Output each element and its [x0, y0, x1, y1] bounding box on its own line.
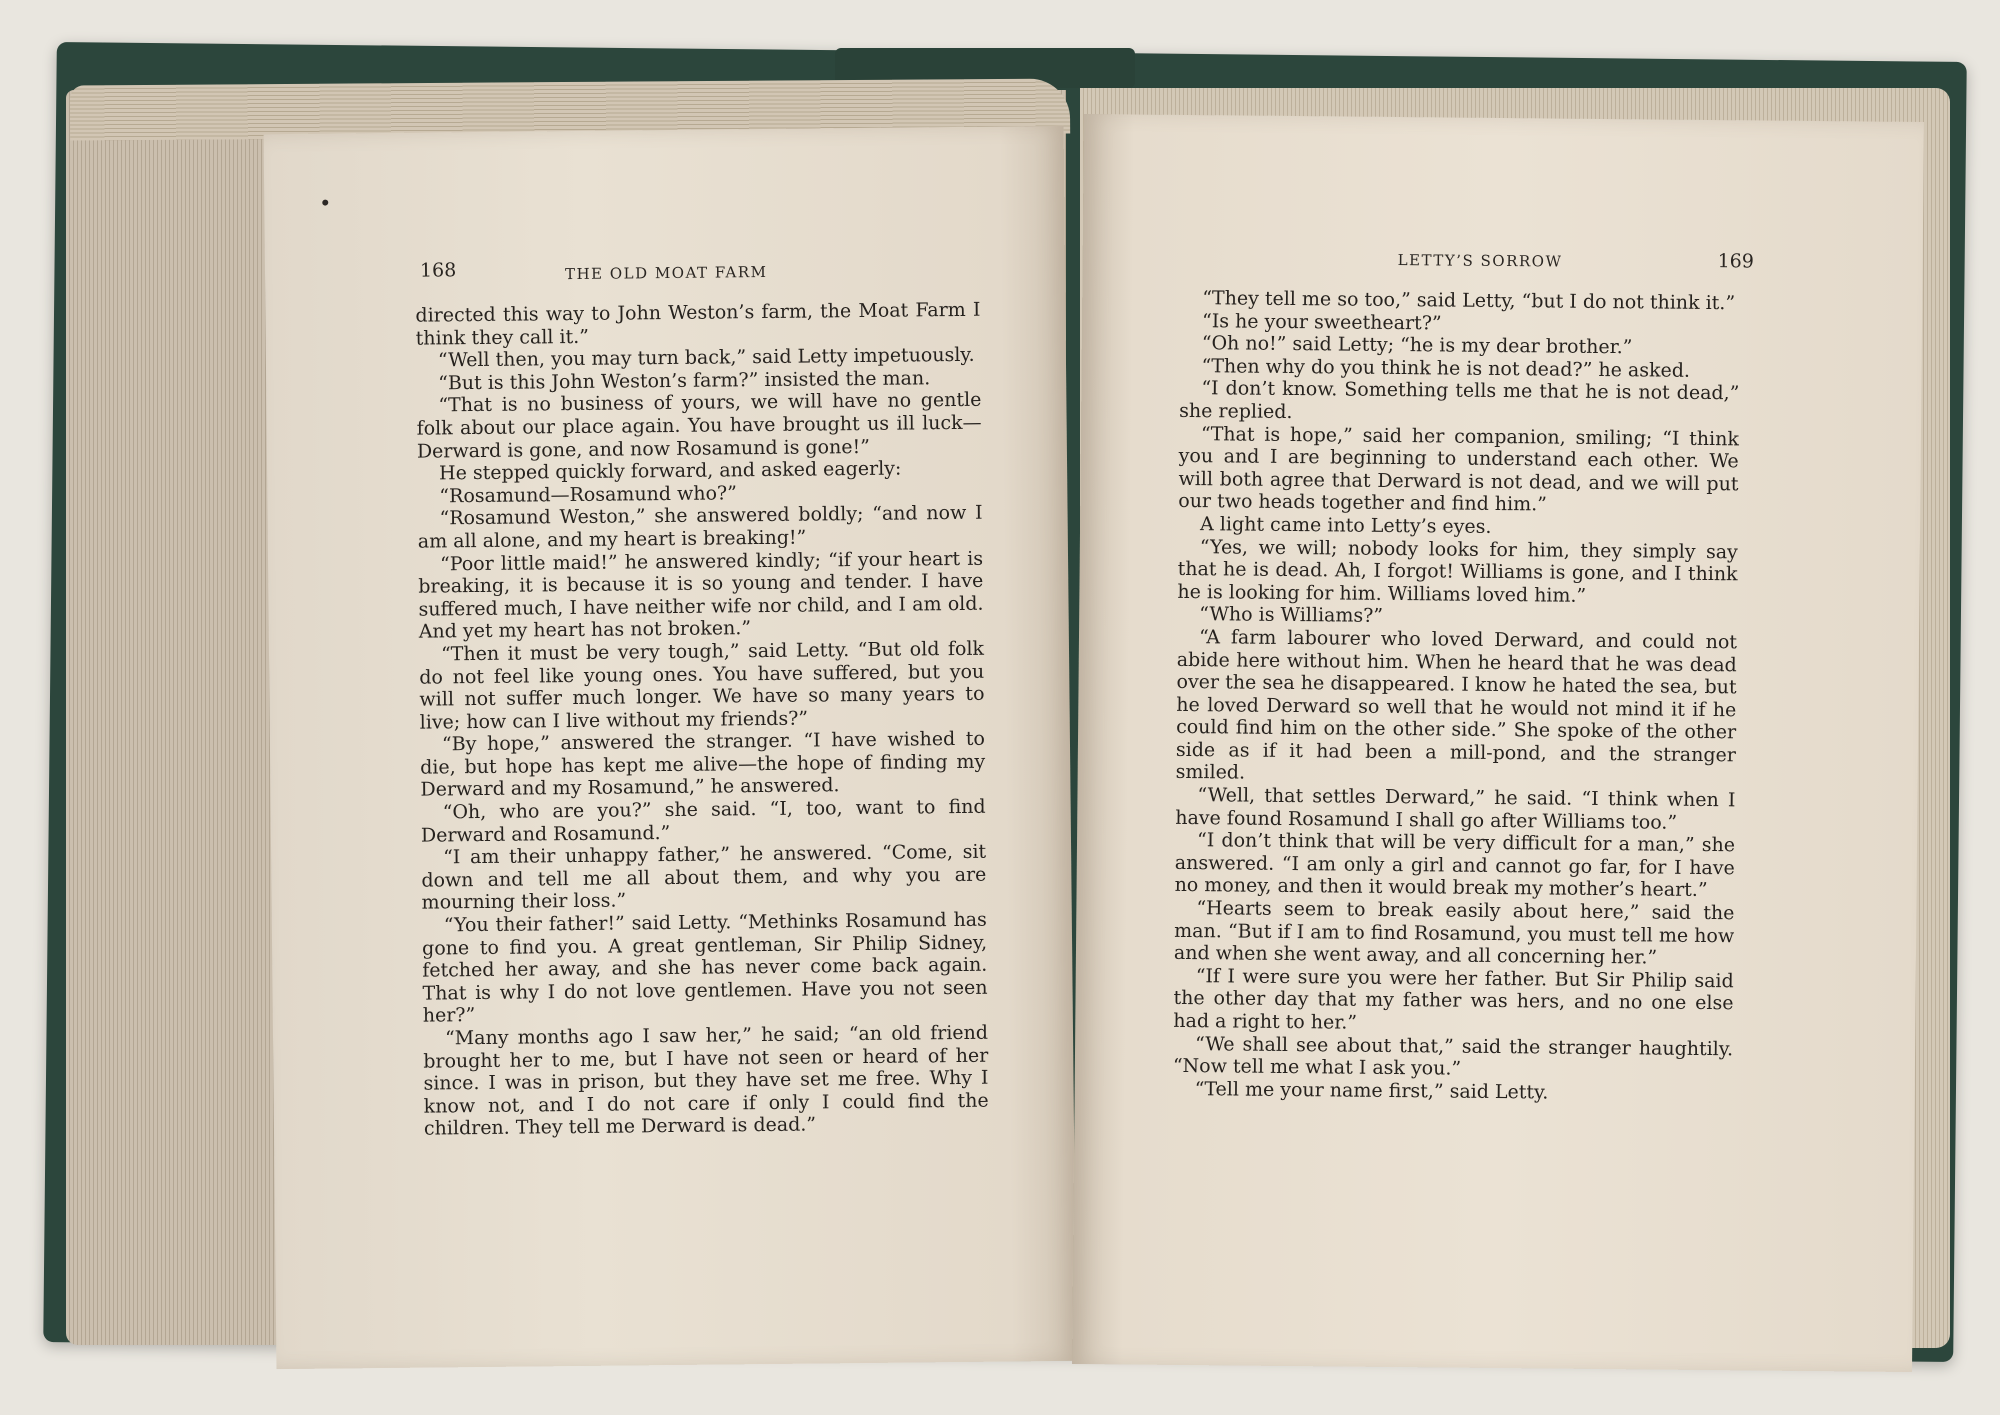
paragraph: “I am their unhappy father,” he answered. “Come, sit down and tell me all about them, and why you are mourning their loss.” — [421, 840, 987, 915]
paragraph: “Is he your sweetheart?” — [1201, 309, 1442, 335]
paragraph: “A farm labourer who loved Derward, and could not abide here without him. When he heard that he was dead over the sea he disappeared. I know he hated the sea, but he loved Derward so well that he would not mind it if he could find him on the other side.” She spoke of the other side as if it had been a mill-pond, and the stranger smiled. — [1175, 626, 1738, 785]
paragraph: “By hope,” answered the stranger. “I have wished to die, but hope has kept me alive—the hope of finding my Derward and my Rosamund,” he answered. — [420, 727, 986, 802]
left-page — [264, 126, 1077, 1369]
left-page-number: 168 — [419, 259, 457, 282]
paragraph: “Oh no!” said Letty; “he is my dear brother.” — [1201, 332, 1633, 359]
paragraph: “That is no business of yours, we will have no gentle folk about our place again. You have brought us ill luck—Derward is gone, and now Rosamund is gone!” — [416, 389, 982, 463]
paragraph: “I don’t think that will be very difficult for a man,” she answered. “I am only a girl and cannot go far, for I have no money, and then it would break my mother’s heart.” — [1174, 829, 1736, 902]
paragraph: “Rosamund Weston,” she answered boldly; “and now I am all alone, and my heart is breaking!” — [417, 502, 983, 553]
paragraph: “That is hope,” said her companion, smiling; “I think you and I are beginning to understand each other. We will both agree that Derward is not dead, and we will put our two heads together and find him.” — [1178, 422, 1740, 516]
paragraph: “Well, that settles Derward,” he said. “I think when I have found Rosamund I shall go after Williams too.” — [1175, 784, 1736, 834]
right-page-text — [1173, 287, 1741, 1106]
left-running-head: THE OLD MOAT FARM — [564, 262, 768, 284]
left-page-header — [265, 256, 1065, 294]
paragraph: “You their father!” said Letty. “Methinks Rosamund has gone to find you. A great gentleman, Sir Philip Sidney, fetched her away, and she has never come back again. That is why I do not love gentlemen. Have you not seen her?” — [421, 908, 988, 1028]
right-page-number: 169 — [1717, 250, 1755, 273]
paragraph: He stepped quickly forward, and asked eagerly: — [439, 457, 902, 485]
paragraph: “Rosamund—Rosamund who?” — [439, 482, 738, 508]
paragraph: “Then why do you think he is not dead?” he asked. — [1201, 354, 1691, 382]
right-page-header — [1082, 244, 1922, 282]
paragraph: “Then it must be very tough,” said Letty. “But old folk do not feel like young ones. You have suffered, but you will not suffer much longer. We have so many years to live; how can I live without my friends?” — [419, 637, 985, 734]
paragraph: “Many months ago I saw her,” he said; “an old friend brought her to me, but I have not seen or heard of her since. I was in prison, but they have set me free. Why I know not, and I do not care if only I could find the children. They tell me Derward is dead.” — [423, 1021, 989, 1140]
paragraph: “If I were sure you were her father. But Sir Philip said the other day that my father was hers, and no one else had a right to her.” — [1173, 964, 1734, 1034]
right-page — [1072, 114, 1924, 1372]
paragraph: “Who is Williams?” — [1199, 603, 1384, 628]
paragraph: A light came into Letty’s eyes. — [1199, 513, 1492, 538]
paragraph: “Tell me your name first,” said Letty. — [1194, 1077, 1549, 1104]
paragraph: “Well then, you may turn back,” said Letty impetuously. — [437, 343, 975, 372]
paragraph: “Hearts seem to break easily about here,” said the man. “But if I am to find Rosamund, you must tell me how and when she went away, and all concerning her.” — [1173, 897, 1735, 969]
paragraph: “Oh, who are you?” she said. “I, too, want to find Derward and Rosamund.” — [420, 795, 986, 847]
right-running-head: LETTY’S SORROW — [1397, 251, 1563, 271]
ink-speck — [322, 200, 328, 206]
paragraph: “They tell me so too,” said Letty, “but I do not think it.” — [1202, 287, 1736, 315]
paragraph: “We shall see about that,” said the stranger haughtily. “Now tell me what I ask you.” — [1172, 1032, 1734, 1080]
left-page-text — [415, 299, 989, 1141]
paragraph: “But is this John Weston’s farm?” insisted the man. — [438, 367, 931, 395]
paragraph: directed this way to John Weston’s farm, the Moat Farm I think they call it.” — [415, 298, 981, 350]
paragraph: “Yes, we will; nobody looks for him, they simply say that he is dead. Ah, I forgot! Williams is gone, and I think he is looking for him. Williams loved him.” — [1177, 535, 1738, 607]
paragraph: “I don’t know. Something tells me that he is not dead,” she replied. — [1179, 377, 1740, 423]
paragraph: “Poor little maid!” he answered kindly; “if your heart is breaking, it is because it is so young and tender. I have suffered much, I have neither wife nor child, and I am old. And yet my heart has not broken.” — [418, 547, 984, 643]
